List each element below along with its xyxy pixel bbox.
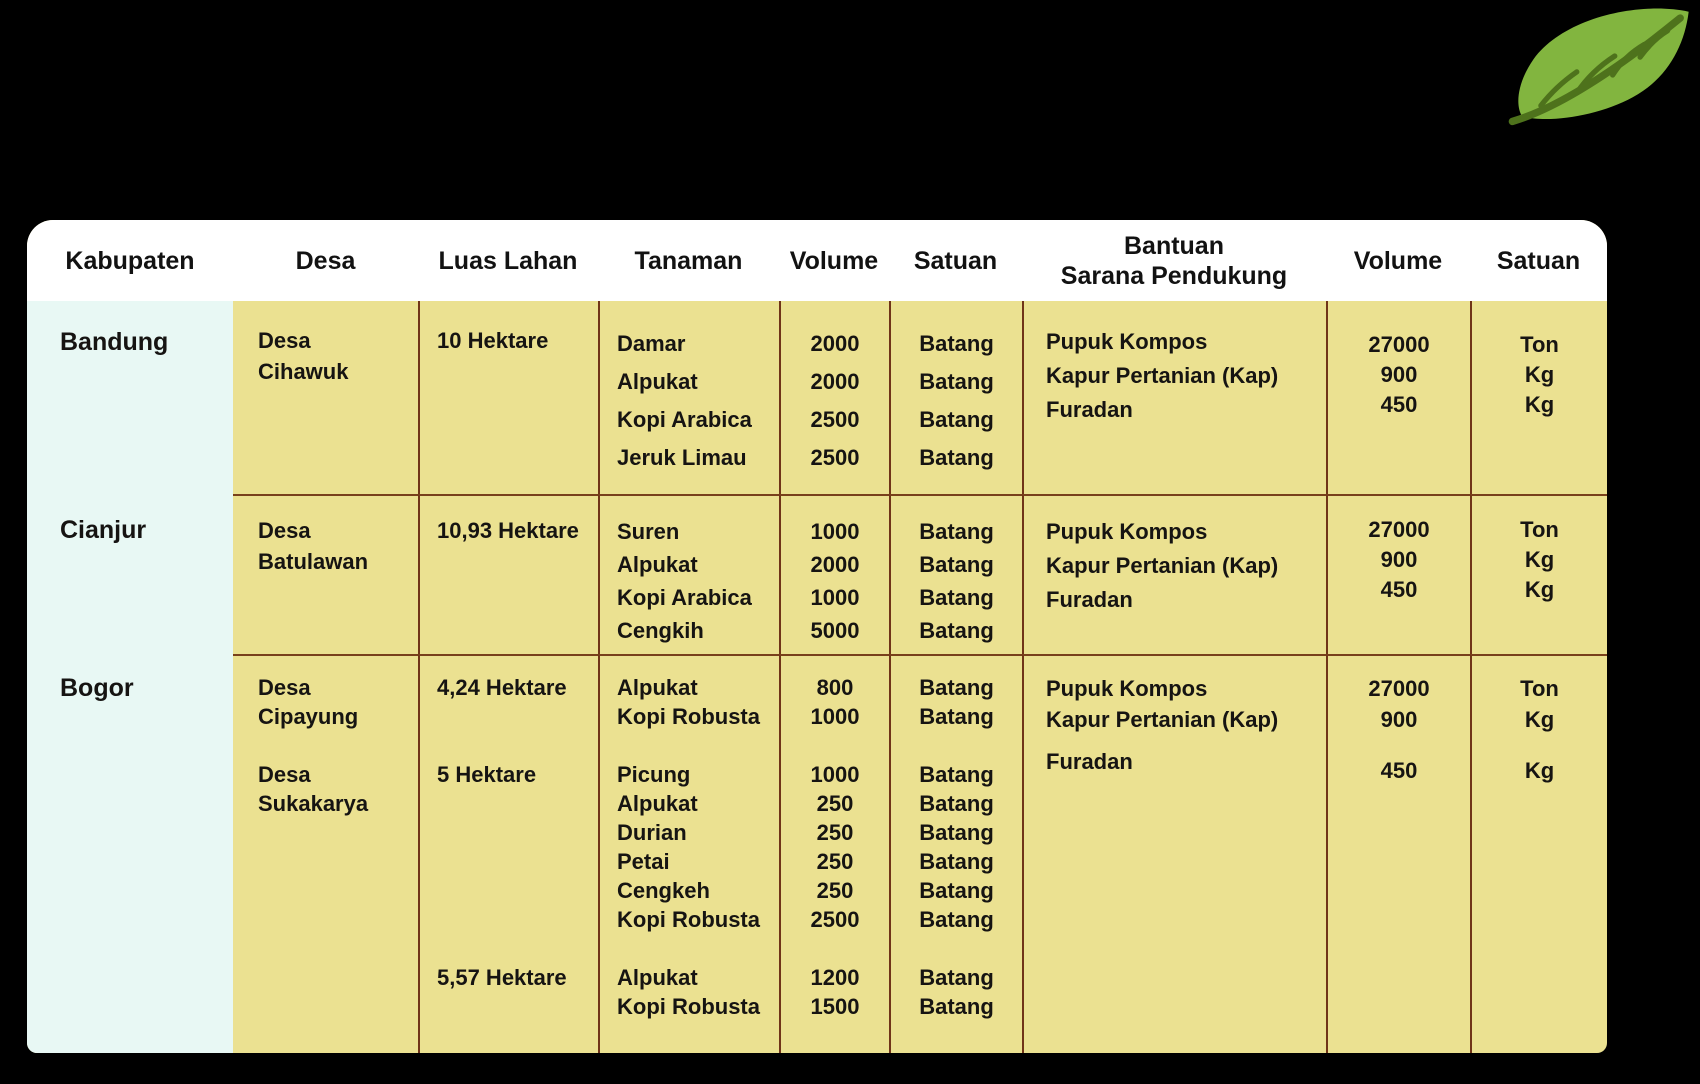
desa-cell bbox=[233, 301, 418, 494]
table-cell-line: 800 bbox=[816, 675, 854, 700]
tanaman-volume-cell bbox=[779, 654, 889, 1053]
kabupaten-label: Cianjur bbox=[60, 516, 147, 544]
table-cell-line: Furadan bbox=[1046, 397, 1133, 422]
tanaman-cell bbox=[598, 654, 779, 1053]
table-cell-line: 250 bbox=[816, 791, 854, 816]
table-cell-line: Alpukat bbox=[617, 675, 698, 700]
header-cell-label: Tanaman bbox=[634, 246, 743, 275]
table-cell-line: Petai bbox=[617, 849, 670, 874]
table-cell-line: Desa bbox=[258, 328, 311, 353]
desa-cell bbox=[233, 654, 418, 1053]
tanaman-cell-group bbox=[617, 760, 779, 934]
tanaman-volume-cell-group bbox=[781, 963, 889, 1021]
desa-cell-group bbox=[258, 515, 418, 577]
table-cell-line: 900 bbox=[1380, 707, 1418, 732]
table-cell-line: Batang bbox=[919, 907, 994, 932]
table-cell-line: 250 bbox=[816, 820, 854, 845]
bantuan-volume-cell bbox=[1326, 301, 1470, 494]
tanaman-satuan-cell-group bbox=[891, 963, 1022, 1021]
luas-lahan-cell bbox=[418, 494, 598, 654]
header-cell-volume bbox=[779, 220, 889, 301]
bantuan-satuan-cell bbox=[1470, 301, 1607, 494]
table-cell-line: Cipayung bbox=[258, 704, 359, 729]
table-cell-line: Cihawuk bbox=[258, 359, 349, 384]
header-cell-satuan bbox=[1470, 220, 1607, 301]
table-cell-line: Batang bbox=[919, 369, 994, 394]
bantuan-volume-cell bbox=[1326, 494, 1470, 654]
bantuan-sarana-pendukung-cell bbox=[1022, 301, 1326, 494]
table-cell-line: Batang bbox=[919, 994, 994, 1019]
tanaman-cell bbox=[598, 301, 779, 494]
table-cell-line: Batang bbox=[919, 762, 994, 787]
bantuan-satuan-cell bbox=[1470, 654, 1607, 1053]
table-cell-line: Kopi Arabica bbox=[617, 407, 752, 432]
luas-lahan-cell-group bbox=[437, 760, 598, 934]
header-cell-volume bbox=[1326, 220, 1470, 301]
table-cell-line: 2000 bbox=[810, 552, 860, 577]
table-cell-line: 27000 bbox=[1368, 517, 1430, 542]
aid-distribution-table bbox=[27, 220, 1607, 1053]
table-cell-line: Ton bbox=[1520, 517, 1559, 542]
table-cell-line: Kapur Pertanian (Kap) bbox=[1046, 553, 1279, 578]
table-cell-line: 250 bbox=[816, 878, 854, 903]
table-cell-line: 5,57 Hektare bbox=[437, 965, 567, 990]
desa-cell-group bbox=[258, 760, 418, 934]
tanaman-satuan-cell bbox=[889, 654, 1022, 1053]
table-cell-line: Kapur Pertanian (Kap) bbox=[1046, 707, 1279, 732]
table-cell-line: 1000 bbox=[810, 519, 860, 544]
table-cell-line: 10,93 Hektare bbox=[437, 518, 579, 543]
bantuan-sarana-pendukung-cell bbox=[1022, 654, 1326, 1053]
tanaman-cell bbox=[598, 494, 779, 654]
table-cell-line: 5000 bbox=[810, 618, 860, 643]
header-cell-label: Volume bbox=[1353, 246, 1443, 275]
table-cell-line: 1000 bbox=[810, 585, 860, 610]
table-cell-line: Batang bbox=[919, 331, 994, 356]
table-cell-line: Picung bbox=[617, 762, 691, 787]
table-cell-line: Kg bbox=[1524, 392, 1555, 417]
desa-cell bbox=[233, 494, 418, 654]
table-body bbox=[27, 301, 1607, 1053]
header-cell-label: Volume bbox=[789, 246, 879, 275]
tanaman-satuan-cell-group bbox=[891, 515, 1022, 647]
kabupaten-cell bbox=[27, 654, 233, 1053]
kabupaten-label: Bandung bbox=[60, 328, 169, 356]
luas-lahan-cell bbox=[418, 301, 598, 494]
table-cell-line: Batang bbox=[919, 820, 994, 845]
table-cell-line: Alpukat bbox=[617, 791, 698, 816]
table-cell-line: Kopi Arabica bbox=[617, 585, 752, 610]
table-cell-line: Damar bbox=[617, 331, 686, 356]
header-cell-luas-lahan bbox=[418, 220, 598, 301]
luas-lahan-cell-group bbox=[437, 325, 598, 356]
table-cell-line: Kg bbox=[1524, 707, 1555, 732]
table-cell-line: 250 bbox=[816, 849, 854, 874]
table-cell-line: Batang bbox=[919, 965, 994, 990]
table-row-cianjur bbox=[27, 494, 1607, 654]
table-cell-line: 27000 bbox=[1368, 676, 1430, 701]
table-cell-line: Desa bbox=[258, 762, 311, 787]
tanaman-satuan-cell-group bbox=[891, 760, 1022, 934]
table-cell-line: Batang bbox=[919, 791, 994, 816]
table-cell-line: Batang bbox=[919, 849, 994, 874]
tanaman-volume-cell-group bbox=[781, 325, 889, 477]
tanaman-satuan-cell bbox=[889, 301, 1022, 494]
table-cell-line: 450 bbox=[1380, 758, 1418, 783]
table-cell-line: Durian bbox=[617, 820, 687, 845]
kabupaten-label: Bogor bbox=[60, 674, 134, 702]
table-cell-line: Pupuk Kompos bbox=[1046, 329, 1208, 354]
header-cell-label: Luas Lahan bbox=[438, 246, 578, 275]
table-cell-line: Kopi Robusta bbox=[617, 907, 760, 932]
table-cell-line: Batang bbox=[919, 407, 994, 432]
leaf-icon bbox=[1505, 4, 1695, 126]
table-cell-line: Cengkih bbox=[617, 618, 704, 643]
table-cell-line: Ton bbox=[1520, 676, 1559, 701]
luas-lahan-cell-group bbox=[437, 673, 598, 731]
tanaman-cell-group bbox=[617, 673, 779, 731]
tanaman-satuan-cell-group bbox=[891, 325, 1022, 477]
tanaman-volume-cell-group bbox=[781, 515, 889, 647]
table-cell-line: 1000 bbox=[810, 762, 860, 787]
table-cell-line: 10 Hektare bbox=[437, 328, 549, 353]
desa-cell-group bbox=[258, 325, 418, 387]
table-cell-line: Cengkeh bbox=[617, 878, 710, 903]
table-cell-line: 2500 bbox=[810, 407, 860, 432]
luas-lahan-cell-group bbox=[437, 963, 598, 992]
table-cell-line: Pupuk Kompos bbox=[1046, 676, 1208, 701]
kabupaten-cell bbox=[27, 301, 233, 494]
tanaman-cell-group bbox=[617, 963, 779, 1021]
table-header-row bbox=[27, 220, 1607, 301]
bantuan-volume-cell bbox=[1326, 654, 1470, 1053]
table-cell-line: Suren bbox=[617, 519, 680, 544]
header-cell-label: Satuan bbox=[1496, 246, 1581, 275]
header-cell-label: Satuan bbox=[913, 246, 998, 275]
table-row-bandung bbox=[27, 301, 1607, 494]
desa-cell-group bbox=[258, 673, 418, 731]
table-cell-line: 1200 bbox=[810, 965, 860, 990]
luas-lahan-cell-group bbox=[437, 515, 598, 546]
header-cell-desa bbox=[233, 220, 418, 301]
table-cell-line: 5 Hektare bbox=[437, 762, 537, 787]
table-cell-line: 2500 bbox=[810, 445, 860, 470]
table-cell-line: Batang bbox=[919, 675, 994, 700]
table-cell-line: 1000 bbox=[810, 704, 860, 729]
tanaman-volume-cell bbox=[779, 301, 889, 494]
table-cell-line: Sukakarya bbox=[258, 791, 369, 816]
table-cell-line: 2000 bbox=[810, 331, 860, 356]
table-cell-line: Desa bbox=[258, 518, 311, 543]
header-cell-label: Bantuan Sarana Pendukung bbox=[1060, 231, 1288, 290]
table-cell-line: Kg bbox=[1524, 577, 1555, 602]
table-cell-line: Batang bbox=[919, 445, 994, 470]
table-cell-line: Kg bbox=[1524, 547, 1555, 572]
table-cell-line: Batang bbox=[919, 519, 994, 544]
table-cell-line: Kopi Robusta bbox=[617, 994, 760, 1019]
luas-lahan-cell bbox=[418, 654, 598, 1053]
table-cell-line: 2500 bbox=[810, 907, 860, 932]
table-cell-line: Batang bbox=[919, 618, 994, 643]
tanaman-volume-cell bbox=[779, 494, 889, 654]
tanaman-satuan-cell bbox=[889, 494, 1022, 654]
table-cell-line: Kg bbox=[1524, 758, 1555, 783]
table-cell-line: Batang bbox=[919, 704, 994, 729]
table-cell-line: Jeruk Limau bbox=[617, 445, 747, 470]
header-cell-bantuan-sarana-pendukung bbox=[1022, 220, 1326, 301]
table-cell-line: Kopi Robusta bbox=[617, 704, 760, 729]
table-cell-line: Batang bbox=[919, 878, 994, 903]
table-cell-line: 900 bbox=[1380, 547, 1418, 572]
table-cell-line: 450 bbox=[1380, 392, 1418, 417]
tanaman-volume-cell-group bbox=[781, 760, 889, 934]
table-cell-line: Alpukat bbox=[617, 965, 698, 990]
tanaman-volume-cell-group bbox=[781, 673, 889, 731]
header-cell-label: Kabupaten bbox=[65, 246, 195, 275]
table-cell-line: Ton bbox=[1520, 332, 1559, 357]
table-cell-line: 4,24 Hektare bbox=[437, 675, 567, 700]
table-cell-line: Desa bbox=[258, 675, 311, 700]
table-cell-line: Furadan bbox=[1046, 749, 1133, 774]
header-cell-label: Desa bbox=[295, 246, 356, 275]
tanaman-cell-group bbox=[617, 325, 779, 477]
table-cell-line: Batulawan bbox=[258, 549, 369, 574]
tanaman-satuan-cell-group bbox=[891, 673, 1022, 731]
table-cell-line: 450 bbox=[1380, 577, 1418, 602]
table-cell-line: Kg bbox=[1524, 362, 1555, 387]
header-cell-tanaman bbox=[598, 220, 779, 301]
bantuan-satuan-cell bbox=[1470, 494, 1607, 654]
table-cell-line: Batang bbox=[919, 552, 994, 577]
table-row-bogor bbox=[27, 654, 1607, 1053]
bantuan-sarana-pendukung-cell bbox=[1022, 494, 1326, 654]
kabupaten-cell bbox=[27, 494, 233, 654]
table-cell-line: Pupuk Kompos bbox=[1046, 519, 1208, 544]
tanaman-cell-group bbox=[617, 515, 779, 647]
header-cell-kabupaten bbox=[27, 220, 233, 301]
table-cell-line: Furadan bbox=[1046, 587, 1133, 612]
table-cell-line: 27000 bbox=[1368, 332, 1430, 357]
table-cell-line: 900 bbox=[1380, 362, 1418, 387]
table-cell-line: Kapur Pertanian (Kap) bbox=[1046, 363, 1279, 388]
table-cell-line: Batang bbox=[919, 585, 994, 610]
table-cell-line: Alpukat bbox=[617, 369, 698, 394]
header-cell-satuan bbox=[889, 220, 1022, 301]
table-cell-line: 2000 bbox=[810, 369, 860, 394]
table-cell-line: Alpukat bbox=[617, 552, 698, 577]
table-cell-line: 1500 bbox=[810, 994, 860, 1019]
